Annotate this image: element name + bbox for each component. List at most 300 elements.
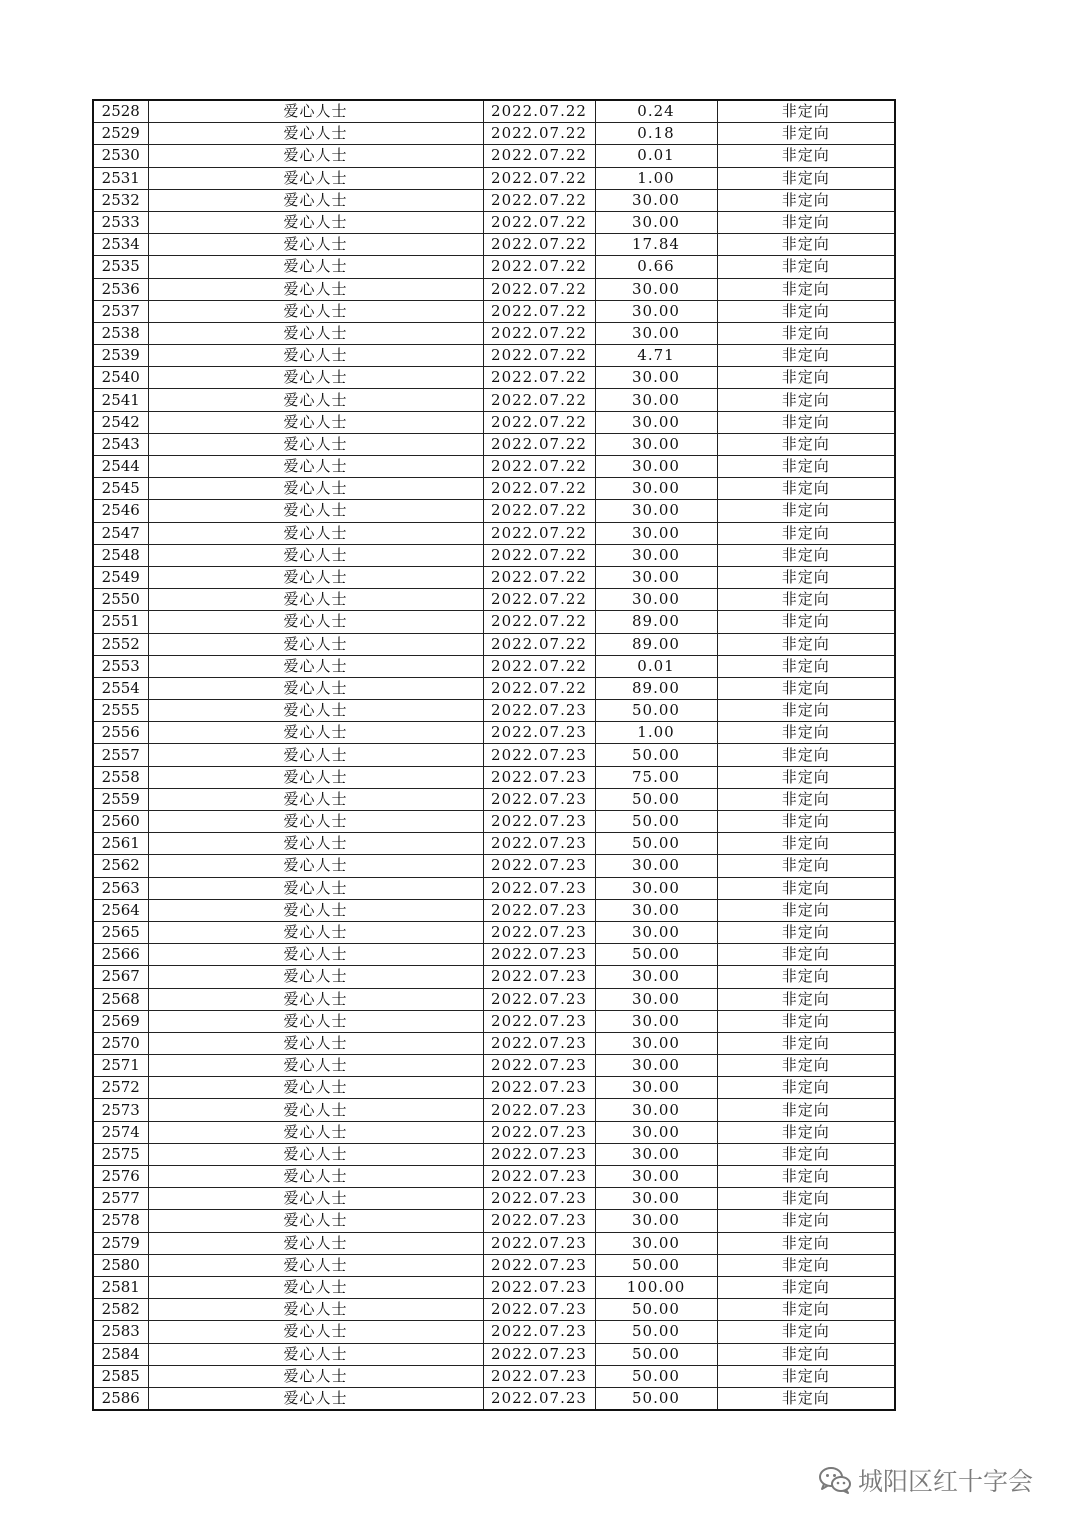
cell-id: 2540	[93, 367, 148, 389]
cell-amount: 30.00	[595, 899, 717, 921]
cell-date: 2022.07.23	[483, 1077, 595, 1099]
cell-type: 非定向	[717, 700, 895, 722]
cell-type: 非定向	[717, 389, 895, 411]
cell-name: 爱心人士	[148, 611, 483, 633]
cell-amount: 30.00	[595, 456, 717, 478]
cell-id: 2555	[93, 700, 148, 722]
table-row	[93, 1254, 895, 1276]
cell-id: 2577	[93, 1188, 148, 1210]
cell-id: 2564	[93, 899, 148, 921]
table-row	[93, 1055, 895, 1077]
cell-date: 2022.07.22	[483, 544, 595, 566]
cell-name: 爱心人士	[148, 1032, 483, 1054]
cell-id: 2568	[93, 988, 148, 1010]
cell-id: 2556	[93, 722, 148, 744]
table-row	[93, 877, 895, 899]
table-row	[93, 478, 895, 500]
cell-type: 非定向	[717, 944, 895, 966]
wechat-icon	[818, 1466, 852, 1494]
cell-date: 2022.07.22	[483, 411, 595, 433]
table-row	[93, 211, 895, 233]
cell-amount: 89.00	[595, 633, 717, 655]
table-row	[93, 234, 895, 256]
cell-id: 2547	[93, 522, 148, 544]
cell-date: 2022.07.23	[483, 1365, 595, 1387]
table-row	[93, 700, 895, 722]
table-row	[93, 411, 895, 433]
cell-type: 非定向	[717, 100, 895, 123]
cell-id: 2554	[93, 677, 148, 699]
cell-type: 非定向	[717, 1276, 895, 1298]
cell-name: 爱心人士	[148, 1343, 483, 1365]
cell-date: 2022.07.23	[483, 966, 595, 988]
table-row	[93, 855, 895, 877]
cell-name: 爱心人士	[148, 100, 483, 123]
cell-date: 2022.07.23	[483, 1099, 595, 1121]
cell-name: 爱心人士	[148, 522, 483, 544]
cell-amount: 50.00	[595, 744, 717, 766]
cell-amount: 0.24	[595, 100, 717, 123]
cell-id: 2543	[93, 433, 148, 455]
cell-type: 非定向	[717, 1232, 895, 1254]
cell-date: 2022.07.23	[483, 744, 595, 766]
table-row	[93, 522, 895, 544]
cell-amount: 30.00	[595, 544, 717, 566]
cell-date: 2022.07.23	[483, 722, 595, 744]
table-row	[93, 677, 895, 699]
cell-amount: 30.00	[595, 1143, 717, 1165]
cell-name: 爱心人士	[148, 677, 483, 699]
cell-amount: 4.71	[595, 345, 717, 367]
cell-id: 2579	[93, 1232, 148, 1254]
cell-id: 2583	[93, 1321, 148, 1343]
cell-id: 2565	[93, 921, 148, 943]
cell-id: 2557	[93, 744, 148, 766]
donation-table	[92, 99, 896, 1411]
cell-amount: 30.00	[595, 300, 717, 322]
cell-type: 非定向	[717, 1210, 895, 1232]
cell-name: 爱心人士	[148, 234, 483, 256]
cell-name: 爱心人士	[148, 944, 483, 966]
cell-amount: 30.00	[595, 988, 717, 1010]
table-row	[93, 788, 895, 810]
cell-date: 2022.07.23	[483, 811, 595, 833]
cell-type: 非定向	[717, 744, 895, 766]
cell-name: 爱心人士	[148, 1387, 483, 1410]
cell-type: 非定向	[717, 633, 895, 655]
cell-amount: 89.00	[595, 611, 717, 633]
cell-date: 2022.07.22	[483, 167, 595, 189]
cell-amount: 30.00	[595, 389, 717, 411]
cell-date: 2022.07.23	[483, 1143, 595, 1165]
cell-type: 非定向	[717, 899, 895, 921]
cell-type: 非定向	[717, 345, 895, 367]
cell-amount: 50.00	[595, 788, 717, 810]
cell-type: 非定向	[717, 456, 895, 478]
cell-name: 爱心人士	[148, 367, 483, 389]
cell-id: 2566	[93, 944, 148, 966]
cell-type: 非定向	[717, 833, 895, 855]
cell-type: 非定向	[717, 877, 895, 899]
cell-date: 2022.07.22	[483, 500, 595, 522]
cell-amount: 50.00	[595, 1321, 717, 1343]
cell-date: 2022.07.23	[483, 766, 595, 788]
cell-name: 爱心人士	[148, 278, 483, 300]
cell-type: 非定向	[717, 300, 895, 322]
table-body	[93, 100, 895, 1410]
cell-id: 2541	[93, 389, 148, 411]
table-row	[93, 189, 895, 211]
cell-amount: 50.00	[595, 833, 717, 855]
cell-name: 爱心人士	[148, 1299, 483, 1321]
cell-type: 非定向	[717, 256, 895, 278]
cell-amount: 30.00	[595, 1032, 717, 1054]
cell-date: 2022.07.22	[483, 522, 595, 544]
cell-type: 非定向	[717, 1166, 895, 1188]
cell-name: 爱心人士	[148, 1121, 483, 1143]
cell-name: 爱心人士	[148, 1099, 483, 1121]
cell-amount: 75.00	[595, 766, 717, 788]
cell-amount: 30.00	[595, 1099, 717, 1121]
cell-amount: 30.00	[595, 500, 717, 522]
cell-name: 爱心人士	[148, 899, 483, 921]
cell-name: 爱心人士	[148, 766, 483, 788]
cell-id: 2530	[93, 145, 148, 167]
cell-name: 爱心人士	[148, 123, 483, 145]
table-row	[93, 456, 895, 478]
cell-id: 2571	[93, 1055, 148, 1077]
watermark	[818, 1460, 1033, 1500]
cell-amount: 17.84	[595, 234, 717, 256]
cell-id: 2550	[93, 589, 148, 611]
cell-amount: 30.00	[595, 189, 717, 211]
cell-amount: 0.66	[595, 256, 717, 278]
cell-date: 2022.07.22	[483, 345, 595, 367]
cell-name: 爱心人士	[148, 744, 483, 766]
cell-amount: 30.00	[595, 877, 717, 899]
table-row	[93, 1166, 895, 1188]
cell-name: 爱心人士	[148, 1321, 483, 1343]
cell-amount: 30.00	[595, 1232, 717, 1254]
cell-name: 爱心人士	[148, 211, 483, 233]
cell-type: 非定向	[717, 1343, 895, 1365]
cell-amount: 50.00	[595, 1254, 717, 1276]
cell-type: 非定向	[717, 1143, 895, 1165]
cell-date: 2022.07.22	[483, 256, 595, 278]
cell-type: 非定向	[717, 589, 895, 611]
cell-type: 非定向	[717, 677, 895, 699]
table-row	[93, 766, 895, 788]
table-row	[93, 1276, 895, 1298]
cell-id: 2538	[93, 322, 148, 344]
cell-type: 非定向	[717, 167, 895, 189]
cell-type: 非定向	[717, 123, 895, 145]
cell-id: 2580	[93, 1254, 148, 1276]
cell-id: 2548	[93, 544, 148, 566]
table-row	[93, 544, 895, 566]
cell-amount: 0.18	[595, 123, 717, 145]
cell-id: 2542	[93, 411, 148, 433]
cell-type: 非定向	[717, 367, 895, 389]
cell-type: 非定向	[717, 411, 895, 433]
cell-amount: 30.00	[595, 478, 717, 500]
table-row	[93, 921, 895, 943]
cell-name: 爱心人士	[148, 1365, 483, 1387]
cell-name: 爱心人士	[148, 988, 483, 1010]
cell-amount: 30.00	[595, 1055, 717, 1077]
cell-id: 2561	[93, 833, 148, 855]
cell-amount: 30.00	[595, 411, 717, 433]
cell-name: 爱心人士	[148, 256, 483, 278]
cell-name: 爱心人士	[148, 345, 483, 367]
cell-type: 非定向	[717, 1321, 895, 1343]
table-row	[93, 1077, 895, 1099]
cell-type: 非定向	[717, 1055, 895, 1077]
cell-id: 2546	[93, 500, 148, 522]
cell-name: 爱心人士	[148, 877, 483, 899]
cell-date: 2022.07.22	[483, 211, 595, 233]
table-row	[93, 1099, 895, 1121]
cell-amount: 30.00	[595, 589, 717, 611]
cell-date: 2022.07.23	[483, 1210, 595, 1232]
cell-id: 2584	[93, 1343, 148, 1365]
table-row	[93, 1032, 895, 1054]
cell-name: 爱心人士	[148, 411, 483, 433]
cell-amount: 50.00	[595, 1343, 717, 1365]
cell-date: 2022.07.23	[483, 700, 595, 722]
table-row	[93, 966, 895, 988]
cell-type: 非定向	[717, 988, 895, 1010]
cell-date: 2022.07.23	[483, 1343, 595, 1365]
cell-date: 2022.07.23	[483, 1276, 595, 1298]
cell-name: 爱心人士	[148, 389, 483, 411]
cell-amount: 50.00	[595, 700, 717, 722]
cell-type: 非定向	[717, 611, 895, 633]
cell-amount: 30.00	[595, 1121, 717, 1143]
cell-type: 非定向	[717, 1010, 895, 1032]
cell-id: 2575	[93, 1143, 148, 1165]
cell-amount: 50.00	[595, 811, 717, 833]
cell-date: 2022.07.22	[483, 189, 595, 211]
cell-name: 爱心人士	[148, 544, 483, 566]
cell-type: 非定向	[717, 1254, 895, 1276]
cell-amount: 30.00	[595, 966, 717, 988]
cell-id: 2532	[93, 189, 148, 211]
cell-id: 2537	[93, 300, 148, 322]
cell-type: 非定向	[717, 722, 895, 744]
table-row	[93, 1143, 895, 1165]
cell-name: 爱心人士	[148, 322, 483, 344]
cell-date: 2022.07.22	[483, 433, 595, 455]
cell-type: 非定向	[717, 189, 895, 211]
cell-id: 2531	[93, 167, 148, 189]
cell-amount: 30.00	[595, 1077, 717, 1099]
cell-amount: 1.00	[595, 167, 717, 189]
cell-date: 2022.07.23	[483, 1166, 595, 1188]
cell-type: 非定向	[717, 855, 895, 877]
cell-type: 非定向	[717, 1365, 895, 1387]
cell-type: 非定向	[717, 1299, 895, 1321]
cell-amount: 30.00	[595, 367, 717, 389]
cell-date: 2022.07.23	[483, 855, 595, 877]
cell-id: 2562	[93, 855, 148, 877]
cell-name: 爱心人士	[148, 1055, 483, 1077]
cell-date: 2022.07.22	[483, 367, 595, 389]
cell-id: 2553	[93, 655, 148, 677]
cell-date: 2022.07.22	[483, 300, 595, 322]
cell-name: 爱心人士	[148, 456, 483, 478]
cell-id: 2551	[93, 611, 148, 633]
cell-type: 非定向	[717, 788, 895, 810]
cell-name: 爱心人士	[148, 1232, 483, 1254]
cell-amount: 30.00	[595, 855, 717, 877]
table-row	[93, 944, 895, 966]
cell-date: 2022.07.22	[483, 389, 595, 411]
cell-name: 爱心人士	[148, 433, 483, 455]
cell-id: 2586	[93, 1387, 148, 1410]
cell-amount: 30.00	[595, 211, 717, 233]
cell-id: 2563	[93, 877, 148, 899]
cell-date: 2022.07.23	[483, 944, 595, 966]
table-row	[93, 722, 895, 744]
cell-id: 2574	[93, 1121, 148, 1143]
cell-date: 2022.07.22	[483, 234, 595, 256]
cell-type: 非定向	[717, 544, 895, 566]
cell-name: 爱心人士	[148, 1188, 483, 1210]
cell-date: 2022.07.23	[483, 1299, 595, 1321]
cell-name: 爱心人士	[148, 1276, 483, 1298]
table-row	[93, 1365, 895, 1387]
cell-name: 爱心人士	[148, 1077, 483, 1099]
cell-type: 非定向	[717, 1077, 895, 1099]
cell-amount: 50.00	[595, 1299, 717, 1321]
cell-name: 爱心人士	[148, 655, 483, 677]
cell-amount: 30.00	[595, 433, 717, 455]
cell-id: 2582	[93, 1299, 148, 1321]
cell-date: 2022.07.23	[483, 1032, 595, 1054]
cell-amount: 89.00	[595, 677, 717, 699]
cell-date: 2022.07.22	[483, 478, 595, 500]
cell-amount: 30.00	[595, 278, 717, 300]
table-row	[93, 1321, 895, 1343]
cell-type: 非定向	[717, 234, 895, 256]
cell-id: 2535	[93, 256, 148, 278]
cell-date: 2022.07.22	[483, 322, 595, 344]
table-row	[93, 1232, 895, 1254]
cell-date: 2022.07.22	[483, 456, 595, 478]
cell-amount: 30.00	[595, 1010, 717, 1032]
cell-type: 非定向	[717, 766, 895, 788]
cell-name: 爱心人士	[148, 700, 483, 722]
table-row	[93, 300, 895, 322]
cell-type: 非定向	[717, 322, 895, 344]
table-row	[93, 256, 895, 278]
cell-type: 非定向	[717, 655, 895, 677]
cell-type: 非定向	[717, 921, 895, 943]
cell-date: 2022.07.22	[483, 123, 595, 145]
cell-type: 非定向	[717, 566, 895, 588]
cell-date: 2022.07.22	[483, 677, 595, 699]
cell-id: 2545	[93, 478, 148, 500]
cell-amount: 30.00	[595, 522, 717, 544]
cell-date: 2022.07.22	[483, 633, 595, 655]
cell-amount: 100.00	[595, 1276, 717, 1298]
cell-date: 2022.07.23	[483, 1387, 595, 1410]
cell-name: 爱心人士	[148, 966, 483, 988]
cell-id: 2528	[93, 100, 148, 123]
cell-id: 2576	[93, 1166, 148, 1188]
cell-name: 爱心人士	[148, 1143, 483, 1165]
cell-amount: 50.00	[595, 1387, 717, 1410]
cell-date: 2022.07.23	[483, 1321, 595, 1343]
cell-id: 2573	[93, 1099, 148, 1121]
table-row	[93, 655, 895, 677]
cell-id: 2581	[93, 1276, 148, 1298]
cell-date: 2022.07.23	[483, 788, 595, 810]
table-row	[93, 988, 895, 1010]
cell-name: 爱心人士	[148, 589, 483, 611]
cell-date: 2022.07.22	[483, 278, 595, 300]
cell-id: 2549	[93, 566, 148, 588]
cell-amount: 30.00	[595, 1210, 717, 1232]
cell-name: 爱心人士	[148, 500, 483, 522]
table-row	[93, 123, 895, 145]
table-row	[93, 899, 895, 921]
cell-amount: 50.00	[595, 1365, 717, 1387]
cell-type: 非定向	[717, 522, 895, 544]
table-row	[93, 500, 895, 522]
table-row	[93, 566, 895, 588]
cell-id: 2558	[93, 766, 148, 788]
cell-type: 非定向	[717, 433, 895, 455]
cell-date: 2022.07.23	[483, 1188, 595, 1210]
cell-id: 2534	[93, 234, 148, 256]
cell-date: 2022.07.23	[483, 921, 595, 943]
cell-name: 爱心人士	[148, 921, 483, 943]
cell-id: 2552	[93, 633, 148, 655]
cell-id: 2560	[93, 811, 148, 833]
cell-amount: 30.00	[595, 921, 717, 943]
cell-id: 2536	[93, 278, 148, 300]
cell-date: 2022.07.23	[483, 877, 595, 899]
cell-name: 爱心人士	[148, 1210, 483, 1232]
cell-amount: 30.00	[595, 1188, 717, 1210]
table-row	[93, 167, 895, 189]
cell-amount: 0.01	[595, 655, 717, 677]
cell-type: 非定向	[717, 145, 895, 167]
cell-id: 2544	[93, 456, 148, 478]
table-row	[93, 1299, 895, 1321]
cell-id: 2572	[93, 1077, 148, 1099]
table-row	[93, 744, 895, 766]
table-row	[93, 633, 895, 655]
cell-type: 非定向	[717, 278, 895, 300]
cell-name: 爱心人士	[148, 855, 483, 877]
cell-date: 2022.07.23	[483, 1121, 595, 1143]
table-row	[93, 1387, 895, 1410]
cell-amount: 30.00	[595, 1166, 717, 1188]
cell-type: 非定向	[717, 1121, 895, 1143]
cell-name: 爱心人士	[148, 633, 483, 655]
cell-date: 2022.07.22	[483, 145, 595, 167]
table-row	[93, 589, 895, 611]
cell-name: 爱心人士	[148, 167, 483, 189]
cell-date: 2022.07.23	[483, 1055, 595, 1077]
cell-name: 爱心人士	[148, 145, 483, 167]
table-row	[93, 833, 895, 855]
cell-date: 2022.07.22	[483, 589, 595, 611]
cell-type: 非定向	[717, 1188, 895, 1210]
